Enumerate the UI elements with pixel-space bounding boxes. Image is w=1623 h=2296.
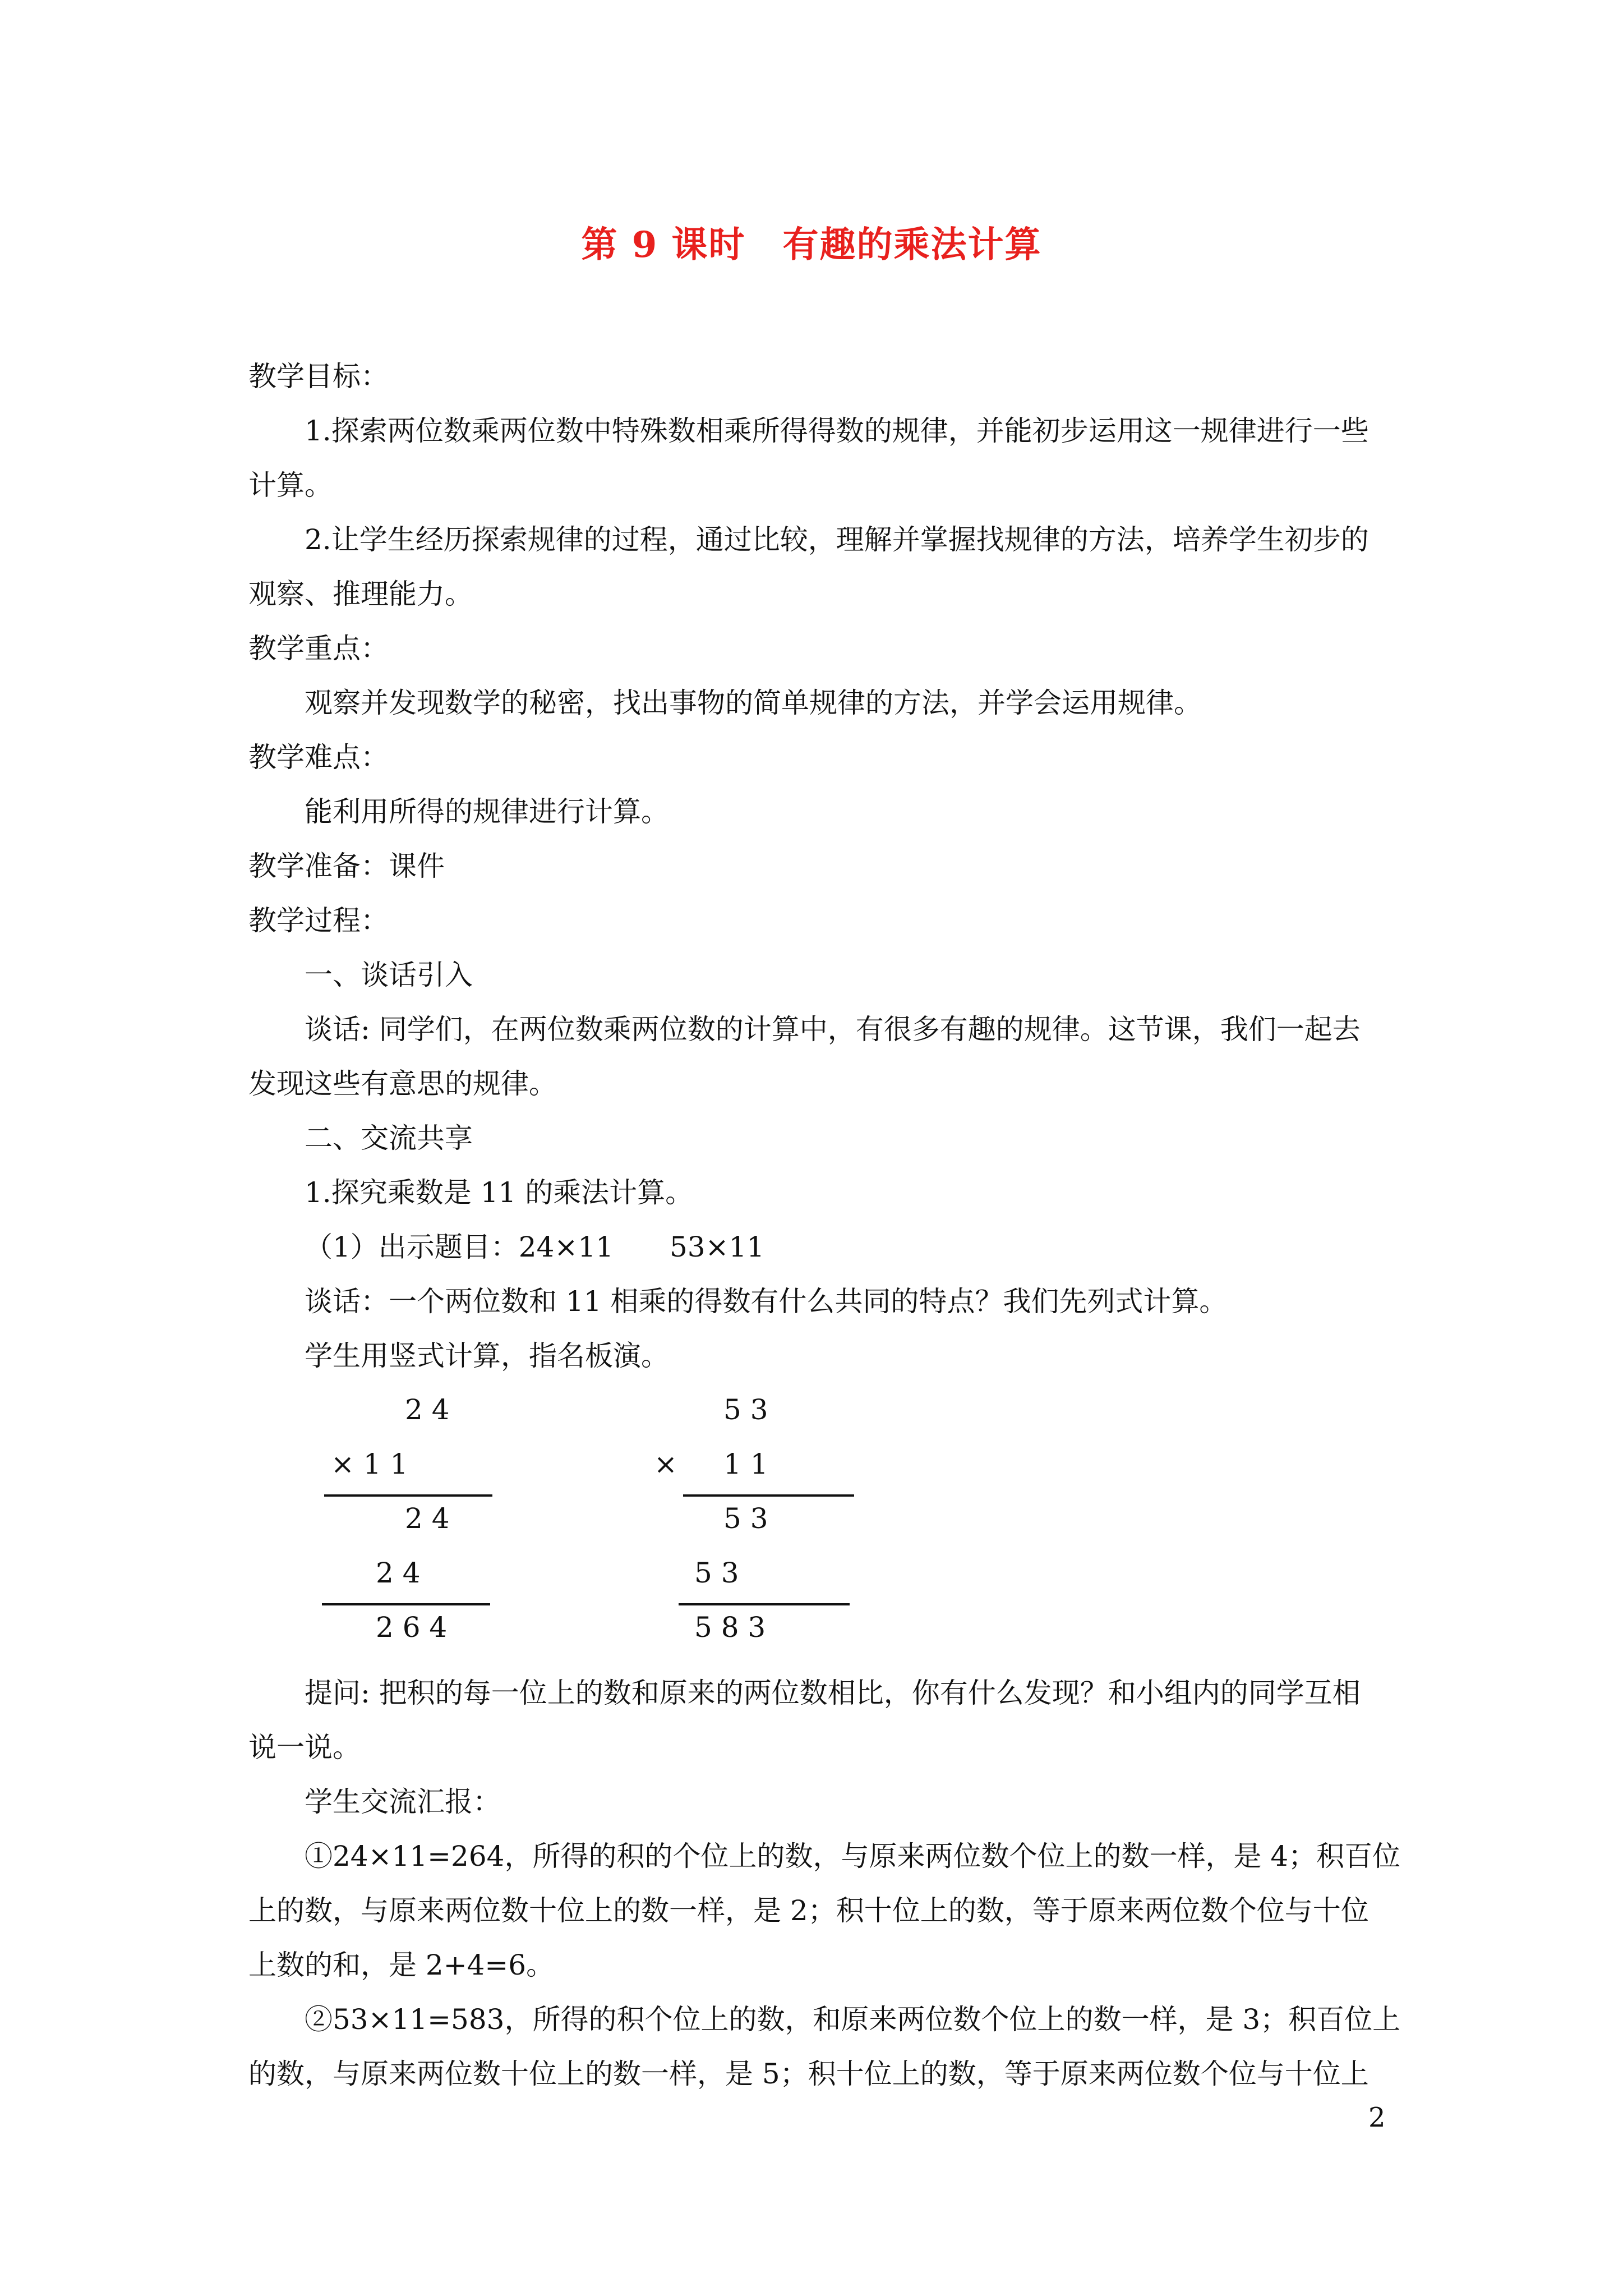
- objective-1-line-1: 1.探索两位数乘两位数中特殊数相乘所得得数的规律，并能初步运用这一规律进行一些: [305, 415, 1369, 447]
- section-2-heading: 二、交流共享: [305, 1122, 473, 1154]
- calc-left-partial-1: 2 4: [405, 1502, 450, 1535]
- report-1-line-1: ①24×11=264，所得的积的个位上的数，与原来两位数个位上的数一样，是 4；积百位: [305, 1840, 1401, 1872]
- page-number: 2: [1368, 2102, 1386, 2133]
- heading-process: 教学过程：: [248, 904, 389, 937]
- student-calc-instruction: 学生用竖式计算，指名板演。: [305, 1340, 669, 1372]
- calc-left-multiplicand: 2 4: [405, 1393, 450, 1426]
- calc-right-multiplicand: 5 3: [723, 1393, 768, 1426]
- explore-heading: 1.探究乘数是 11 的乘法计算。: [305, 1176, 694, 1209]
- calc-left-multiplier: × 1 1: [331, 1448, 408, 1480]
- calc-right-multiplier: 1 1: [723, 1448, 768, 1480]
- report-1-line-2: 上的数，与原来两位数十位上的数一样，是 2；积十位上的数，等于原来两位数个位与十位: [248, 1894, 1369, 1927]
- objective-2-line-1: 2.让学生经历探索规律的过程，通过比较，理解并掌握找规律的方法，培养学生初步的: [305, 523, 1369, 556]
- question-line-2: 说一说。: [248, 1731, 361, 1764]
- heading-key-points: 教学重点：: [248, 632, 389, 665]
- calc-right-partial-2: 5 3: [694, 1557, 739, 1589]
- report-2-line-2: 的数，与原来两位数十位上的数一样，是 5；积十位上的数，等于原来两位数个位与十位上: [248, 2058, 1369, 2090]
- calc-right-rule-2: [679, 1603, 850, 1605]
- preparation-text: 教学准备：课件: [248, 850, 445, 882]
- calc-left-partial-2: 2 4: [376, 1557, 421, 1589]
- key-points-text: 观察并发现数学的秘密，找出事物的简单规律的方法，并学会运用规律。: [305, 687, 1202, 719]
- question-line-1: 提问: 把积的每一位上的数和原来的两位数相比，你有什么发现？和小组内的同学互相: [305, 1677, 1361, 1709]
- intro-talk-line-1: 谈话: 同学们，在两位数乘两位数的计算中，有很多有趣的规律。这节课，我们一起去: [305, 1013, 1361, 1046]
- calc-right-rule-1: [683, 1494, 854, 1497]
- calc-left-product: 2 6 4: [376, 1611, 448, 1644]
- heading-objectives: 教学目标：: [248, 360, 389, 393]
- calc-left-rule-2: [322, 1603, 490, 1605]
- report-1-line-3: 上数的和，是 2+4=6。: [248, 1949, 555, 1981]
- intro-talk-line-2: 发现这些有意思的规律。: [248, 1068, 557, 1100]
- student-report-heading: 学生交流汇报：: [305, 1786, 501, 1818]
- section-1-heading: 一、谈话引入: [305, 959, 473, 991]
- objective-1-line-2: 计算。: [248, 469, 333, 501]
- objective-2-line-2: 观察、推理能力。: [248, 578, 473, 610]
- heading-difficulties: 教学难点：: [248, 741, 389, 774]
- calc-right-times-sign: ×: [654, 1448, 677, 1480]
- lesson-title: 第 9 课时 有趣的乘法计算: [581, 224, 1042, 266]
- report-2-line-1: ②53×11=583，所得的积个位上的数，和原来两位数个位上的数一样，是 3；积百位上: [305, 2003, 1401, 2036]
- difficulties-text: 能利用所得的规律进行计算。: [305, 795, 669, 828]
- problem-display: （1）出示题目：24×11 53×11: [305, 1231, 765, 1263]
- talk-question: 谈话：一个两位数和 11 相乘的得数有什么共同的特点？我们先列式计算。: [305, 1285, 1228, 1318]
- calc-right-product: 5 8 3: [694, 1611, 766, 1644]
- calc-left-rule-1: [324, 1494, 492, 1497]
- calc-right-partial-1: 5 3: [723, 1502, 768, 1535]
